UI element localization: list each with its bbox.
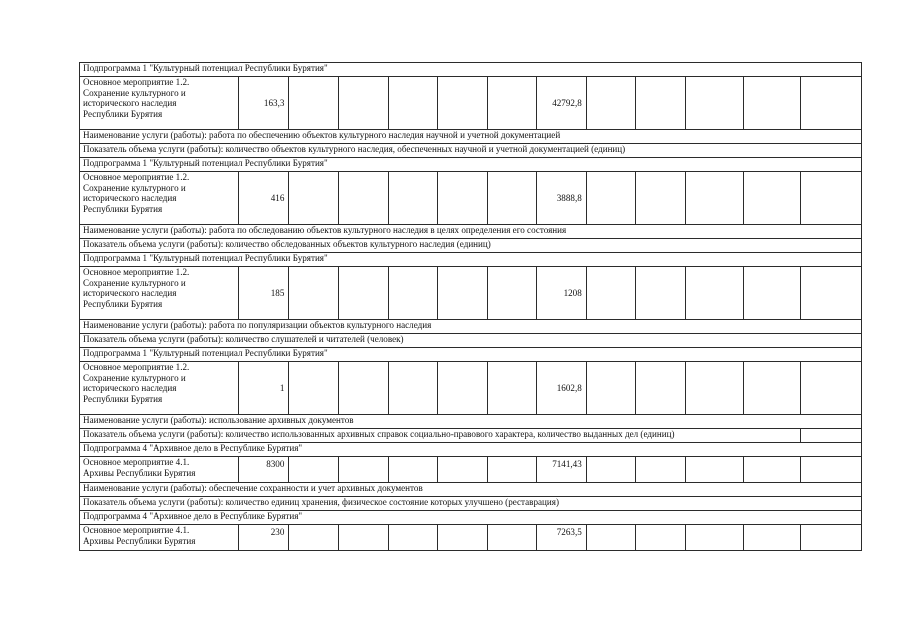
empty-cell: [586, 267, 636, 320]
empty-cell: [586, 457, 636, 483]
service-name-row: [80, 483, 862, 497]
empty-cell: [388, 525, 438, 551]
measure-name-line: Архивы Республики Бурятия: [83, 467, 196, 478]
measure-row: [80, 525, 862, 551]
volume-indicator: Показатель объема услуги (работы): количество обследованных объектов культурного наследия (единиц): [80, 239, 862, 253]
table-body: [80, 63, 862, 551]
measure-name-line: Сохранение культурного и: [83, 372, 186, 383]
service-name-row: [80, 130, 862, 144]
empty-cell: [487, 362, 537, 415]
empty-cell: [685, 172, 743, 225]
empty-cell: [338, 362, 388, 415]
value-cell-quantity: 8300: [238, 457, 289, 483]
empty-cell: [438, 362, 488, 415]
empty-cell: [438, 525, 488, 551]
measure-name-line: Архивы Республики Бурятия: [83, 535, 196, 546]
value-cell-amount: 7263,5: [537, 525, 587, 551]
subprogram-title-row: [80, 443, 862, 457]
subprogram-title-row: [80, 63, 862, 77]
volume-indicator-row: [80, 239, 862, 253]
volume-indicator-row: [80, 144, 862, 158]
measure-name: [80, 267, 239, 320]
measure-name-line: Республики Бурятия: [83, 298, 163, 309]
empty-cell: [743, 172, 801, 225]
subprogram-title: Подпрограмма 4 "Архивное дело в Республике Бурятия": [80, 443, 862, 457]
empty-cell: [685, 525, 743, 551]
services-table: [79, 62, 862, 551]
empty-cell: [743, 362, 801, 415]
measure-name-line: Основное мероприятие 4.1.: [83, 457, 190, 467]
volume-indicator: Показатель объема услуги (работы): количество единиц хранения, физическое состояние которых улучшено (реставрация): [80, 497, 862, 511]
measure-name-line: Основное мероприятие 1.2.: [83, 362, 190, 372]
measure-name: [80, 77, 239, 130]
empty-cell: [487, 77, 537, 130]
empty-cell: [801, 457, 862, 483]
empty-cell: [586, 525, 636, 551]
measure-name-line: Основное мероприятие 1.2.: [83, 267, 190, 277]
empty-cell: [289, 457, 339, 483]
volume-indicator: Показатель объема услуги (работы): количество объектов культурного наследия, обеспеченных научной и учетной документацией (единиц): [80, 144, 862, 158]
empty-cell: [636, 362, 686, 415]
empty-cell: [438, 267, 488, 320]
empty-cell: [636, 267, 686, 320]
empty-cell: [685, 362, 743, 415]
empty-cell: [487, 172, 537, 225]
subprogram-title-row: [80, 158, 862, 172]
subprogram-title: Подпрограмма 4 "Архивное дело в Республике Бурятия": [80, 511, 862, 525]
empty-cell: [801, 429, 862, 443]
measure-name: [80, 457, 239, 483]
measure-row: [80, 457, 862, 483]
empty-cell: [801, 267, 862, 320]
service-name: Наименование услуги (работы): работа по обеспечению объектов культурного наследия научной и учетной документацией: [80, 130, 862, 144]
empty-cell: [636, 525, 686, 551]
empty-cell: [801, 172, 862, 225]
subprogram-title-row: [80, 348, 862, 362]
empty-cell: [801, 362, 862, 415]
measure-name-line: исторического наследия: [83, 193, 177, 203]
value-cell-quantity: 1: [238, 362, 289, 415]
volume-indicator: Показатель объема услуги (работы): количество использованных архивных справок социально-правового характера, количество выданных дел (единиц): [80, 429, 801, 443]
service-name: Наименование услуги (работы): работа по обследованию объектов культурного наследия в целях определения его состояния: [80, 225, 862, 239]
value-cell-quantity: 163,3: [238, 77, 289, 130]
empty-cell: [685, 267, 743, 320]
empty-cell: [487, 457, 537, 483]
measure-row: [80, 362, 862, 415]
empty-cell: [586, 77, 636, 130]
value-cell-quantity: 185: [238, 267, 289, 320]
empty-cell: [438, 77, 488, 130]
measure-name: [80, 525, 239, 551]
measure-name: [80, 172, 239, 225]
empty-cell: [338, 77, 388, 130]
empty-cell: [338, 457, 388, 483]
empty-cell: [338, 267, 388, 320]
service-name: Наименование услуги (работы): обеспечение сохранности и учет архивных документов: [80, 483, 862, 497]
volume-indicator-row: [80, 497, 862, 511]
empty-cell: [685, 457, 743, 483]
service-name-row: [80, 415, 862, 429]
value-cell-quantity: 230: [238, 525, 289, 551]
empty-cell: [289, 525, 339, 551]
subprogram-title: Подпрограмма 1 "Культурный потенциал Республики Бурятия": [80, 63, 862, 77]
value-cell-amount: 1208: [537, 267, 587, 320]
subprogram-title: Подпрограмма 1 "Культурный потенциал Республики Бурятия": [80, 253, 862, 267]
value-cell-amount: 7141,43: [537, 457, 587, 483]
empty-cell: [338, 172, 388, 225]
service-name: Наименование услуги (работы): использование архивных документов: [80, 415, 862, 429]
measure-row: [80, 172, 862, 225]
empty-cell: [388, 267, 438, 320]
empty-cell: [743, 525, 801, 551]
value-cell-quantity: 416: [238, 172, 289, 225]
measure-name-line: Сохранение культурного и: [83, 182, 186, 193]
empty-cell: [487, 267, 537, 320]
subprogram-title-row: [80, 253, 862, 267]
value-cell-amount: 3888,8: [537, 172, 587, 225]
measure-name-line: Сохранение культурного и: [83, 277, 186, 288]
subprogram-title: Подпрограмма 1 "Культурный потенциал Республики Бурятия": [80, 158, 862, 172]
empty-cell: [636, 457, 686, 483]
empty-cell: [586, 362, 636, 415]
empty-cell: [743, 77, 801, 130]
empty-cell: [801, 525, 862, 551]
subprogram-title-row: [80, 511, 862, 525]
empty-cell: [289, 362, 339, 415]
empty-cell: [388, 172, 438, 225]
empty-cell: [438, 172, 488, 225]
measure-name-line: Основное мероприятие 1.2.: [83, 77, 190, 87]
measure-name-line: исторического наследия: [83, 288, 177, 298]
empty-cell: [289, 267, 339, 320]
measure-row: [80, 77, 862, 130]
measure-name-line: Основное мероприятие 4.1.: [83, 525, 190, 535]
empty-cell: [636, 172, 686, 225]
empty-cell: [586, 172, 636, 225]
empty-cell: [801, 77, 862, 130]
empty-cell: [289, 172, 339, 225]
volume-indicator-row: [80, 429, 862, 443]
value-cell-amount: 1602,8: [537, 362, 587, 415]
measure-name-line: Республики Бурятия: [83, 393, 163, 404]
service-name-row: [80, 225, 862, 239]
empty-cell: [388, 77, 438, 130]
service-name: Наименование услуги (работы): работа по популяризации объектов культурного наследия: [80, 320, 862, 334]
measure-name-line: Республики Бурятия: [83, 108, 163, 119]
empty-cell: [743, 267, 801, 320]
empty-cell: [487, 525, 537, 551]
subprogram-title: Подпрограмма 1 "Культурный потенциал Республики Бурятия": [80, 348, 862, 362]
service-name-row: [80, 320, 862, 334]
value-cell-amount: 42792,8: [537, 77, 587, 130]
empty-cell: [338, 525, 388, 551]
measure-name-line: исторического наследия: [83, 383, 177, 393]
empty-cell: [636, 77, 686, 130]
measure-name-line: исторического наследия: [83, 98, 177, 108]
empty-cell: [289, 77, 339, 130]
empty-cell: [388, 362, 438, 415]
measure-name-line: Республики Бурятия: [83, 203, 163, 214]
measure-name-line: Основное мероприятие 1.2.: [83, 172, 190, 182]
measure-name-line: Сохранение культурного и: [83, 87, 186, 98]
empty-cell: [438, 457, 488, 483]
volume-indicator-row: [80, 334, 862, 348]
measure-name: [80, 362, 239, 415]
empty-cell: [743, 457, 801, 483]
measure-row: [80, 267, 862, 320]
volume-indicator: Показатель объема услуги (работы): количество слушателей и читателей (человек): [80, 334, 862, 348]
empty-cell: [388, 457, 438, 483]
empty-cell: [685, 77, 743, 130]
